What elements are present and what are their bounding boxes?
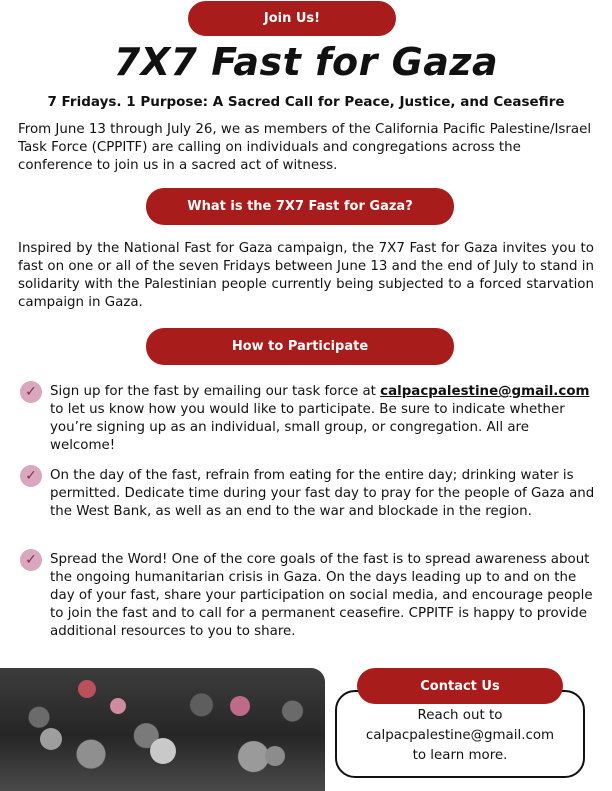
how-section-heading: How to Participate (146, 328, 454, 365)
pot-shape (40, 728, 62, 750)
contact-line: Reach out to (417, 708, 503, 723)
pot-shape (110, 698, 126, 714)
email-link[interactable]: calpacpalestine@gmail.com (380, 384, 590, 399)
check-icon: ✓ (20, 549, 42, 571)
what-section-body: Inspired by the National Fast for Gaza campaign, the 7X7 Fast for Gaza invites you to fast on one or all of the seven Fridays between June 13 and the end of July to stand in solidarity with the Palestinian people currently being subjected to a forced starvation campaign in Gaza. (18, 241, 594, 310)
page-subtitle: 7 Fridays. 1 Purpose: A Sacred Call for Peace, Justice, and Ceasefire (47, 94, 565, 110)
pot-shape (230, 696, 250, 716)
contact-heading: Contact Us (357, 668, 563, 704)
check-icon: ✓ (20, 381, 42, 403)
pot-shape (265, 746, 285, 766)
list-item-text: to let us know how you would like to participate. Be sure to indicate whether you’re signing up as an individual, small group, or congregation. All are welcome! (50, 402, 565, 453)
contact-email[interactable]: calpacpalestine@gmail.com (365, 728, 555, 743)
pot-shape (78, 680, 96, 698)
crowd-photo (0, 668, 325, 791)
what-section-heading: What is the 7X7 Fast for Gaza? (146, 188, 454, 225)
intro-paragraph: From June 13 through July 26, we as members of the California Pacific Palestine/Israel Task Force (CPPITF) are calling on individuals and congregations across the conference to join us in a sacred act of witness. (18, 122, 592, 173)
contact-line: to learn more. (412, 748, 508, 763)
pot-shape (150, 738, 176, 764)
list-item: On the day of the fast, refrain from eating for the entire day; drinking water is permitted. Dedicate time during your fast day to pray for the people of Gaza and the West Bank, as well as an end to the war and blockade in the region. (50, 468, 595, 519)
list-item: Spread the Word! One of the core goals of the fast is to spread awareness about the ongoing humanitarian crisis in Gaza. On the days leading up to and on the day of your fast, share your participation on social media, and encourage people to join the fast and to call for a permanent ceasefire. CPPITF is happy to provide additional resources to you to share. (50, 552, 593, 639)
page-title: 7X7 Fast for Gaza (113, 40, 499, 84)
list-item-text: Sign up for the fast by emailing our task force at (50, 384, 381, 399)
contact-text (335, 706, 585, 766)
check-icon: ✓ (20, 465, 42, 487)
join-us-badge: Join Us! (188, 1, 396, 36)
list-item (50, 383, 598, 455)
